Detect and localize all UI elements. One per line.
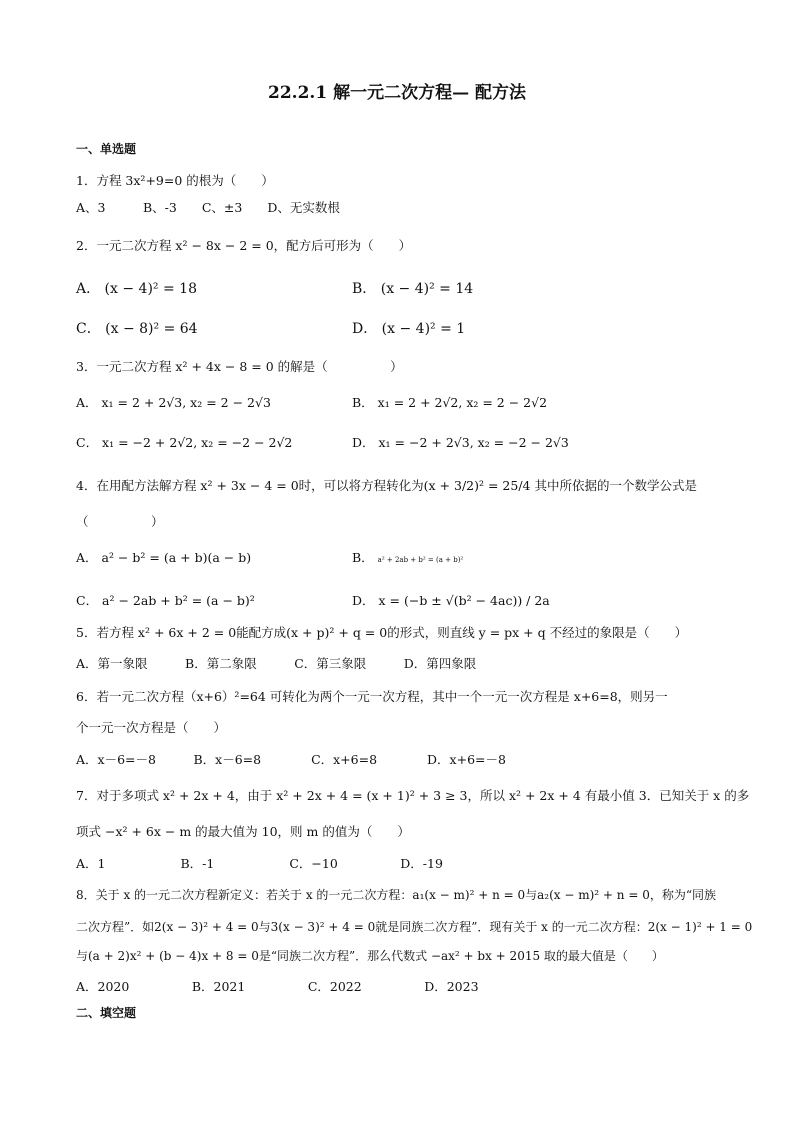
q7-stem-line1: 7．对于多项式 x² + 2x + 4，由于 x² + 2x + 4 = (x + 1)² + 3 ≥ 3，所以 x² + 2x + 4 有最小值 3．已知关于 x 的多 — [76, 788, 750, 803]
q8-stem-line1: 8．关于 x 的一元二次方程新定义：若关于 x 的一元二次方程：a₁(x − m)² + n = 0与a₂(x − m)² + n = 0，称为“同族 — [76, 888, 716, 902]
q4-option-b-formula: a² + 2ab + b² = (a + b)² — [377, 556, 464, 564]
q2-option-c: C． (x − 8)² = 64 — [76, 321, 198, 337]
q6-stem-line2: 个一元一次方程是（ ） — [76, 720, 227, 735]
section-heading-fill-blank: 二、填空题 — [76, 1006, 137, 1020]
q3-option-c: C． x₁ = −2 + 2√2, x₂ = −2 − 2√2 — [76, 435, 293, 450]
q5-stem: 5．若方程 x² + 6x + 2 = 0能配方成(x + p)² + q = 0的形式，则直线 y = px + q 不经过的象限是（ ） — [76, 625, 688, 640]
q1-stem: 1．方程 3x²+9=0 的根为（ ） — [76, 173, 274, 188]
q4-option-b — [352, 549, 463, 569]
q4-stem: 4．在用配方法解方程 x² + 3x − 4 = 0时，可以将方程转化为(x + 3/2)² = 25/4 其中所依据的一个数学公式是 — [76, 478, 697, 493]
q8-stem-line2: 二次方程”．如2(x − 3)² + 4 = 0与3(x − 3)² + 4 = 0就是同族二次方程”．现有关于 x 的一元二次方程：2(x − 1)² + 1 = 0 — [76, 920, 753, 934]
q4-option-a: A． a² − b² = (a + b)(a − b) — [76, 550, 252, 565]
q4-option-d-formula: x = (−b ± √(b² − 4ac)) / 2a — [378, 593, 550, 608]
q4-option-d — [352, 592, 550, 610]
section-heading-single-choice: 一、单选题 — [76, 142, 137, 156]
q4-option-c: C． a² − 2ab + b² = (a − b)² — [76, 593, 255, 608]
q4-option-d-label: D． — [352, 593, 375, 608]
q3-option-a: A． x₁ = 2 + 2√3, x₂ = 2 − 2√3 — [76, 395, 271, 410]
q8-stem-line3: 与(a + 2)x² + (b − 4)x + 8 = 0是“同族二次方程”．那么代数式 −ax² + bx + 2015 取的最大值是（ ） — [76, 949, 664, 963]
q3-stem: 3．一元二次方程 x² + 4x − 8 = 0 的解是（ ） — [76, 359, 403, 374]
q4-paren: （ ） — [76, 514, 164, 529]
q4-option-b-label: B． — [352, 550, 374, 565]
q3-option-b: B． x₁ = 2 + 2√2, x₂ = 2 − 2√2 — [352, 395, 548, 410]
q2-option-d: D． (x − 4)² = 1 — [352, 321, 466, 337]
q7-options: A．1 B．-1 C．−10 D．-19 — [76, 856, 443, 871]
q1-options: A、3 B、-3 C、±3 D、无实数根 — [76, 200, 340, 215]
q2-option-a: A． (x − 4)² = 18 — [76, 281, 197, 297]
page-title: 22.2.1 解一元二次方程— 配方法 — [268, 83, 526, 103]
q6-options: A．x－6=－8 B．x－6=8 C．x+6=8 D．x+6=－8 — [76, 752, 506, 767]
q6-stem-line1: 6．若一元二次方程（x+6）²=64 可转化为两个一元一次方程，其中一个一元一次方程是 x+6=8，则另一 — [76, 689, 668, 704]
q8-options: A．2020 B．2021 C．2022 D．2023 — [76, 979, 479, 994]
q5-options: A．第一象限 B．第二象限 C．第三象限 D．第四象限 — [76, 656, 477, 671]
q2-stem: 2．一元二次方程 x² − 8x − 2 = 0，配方后可形为（ ） — [76, 238, 412, 253]
q3-option-d: D． x₁ = −2 + 2√3, x₂ = −2 − 2√3 — [352, 435, 569, 450]
q2-option-b: B． (x − 4)² = 14 — [352, 281, 474, 297]
q7-stem-line2: 项式 −x² + 6x − m 的最大值为 10，则 m 的值为（ ） — [76, 824, 410, 839]
